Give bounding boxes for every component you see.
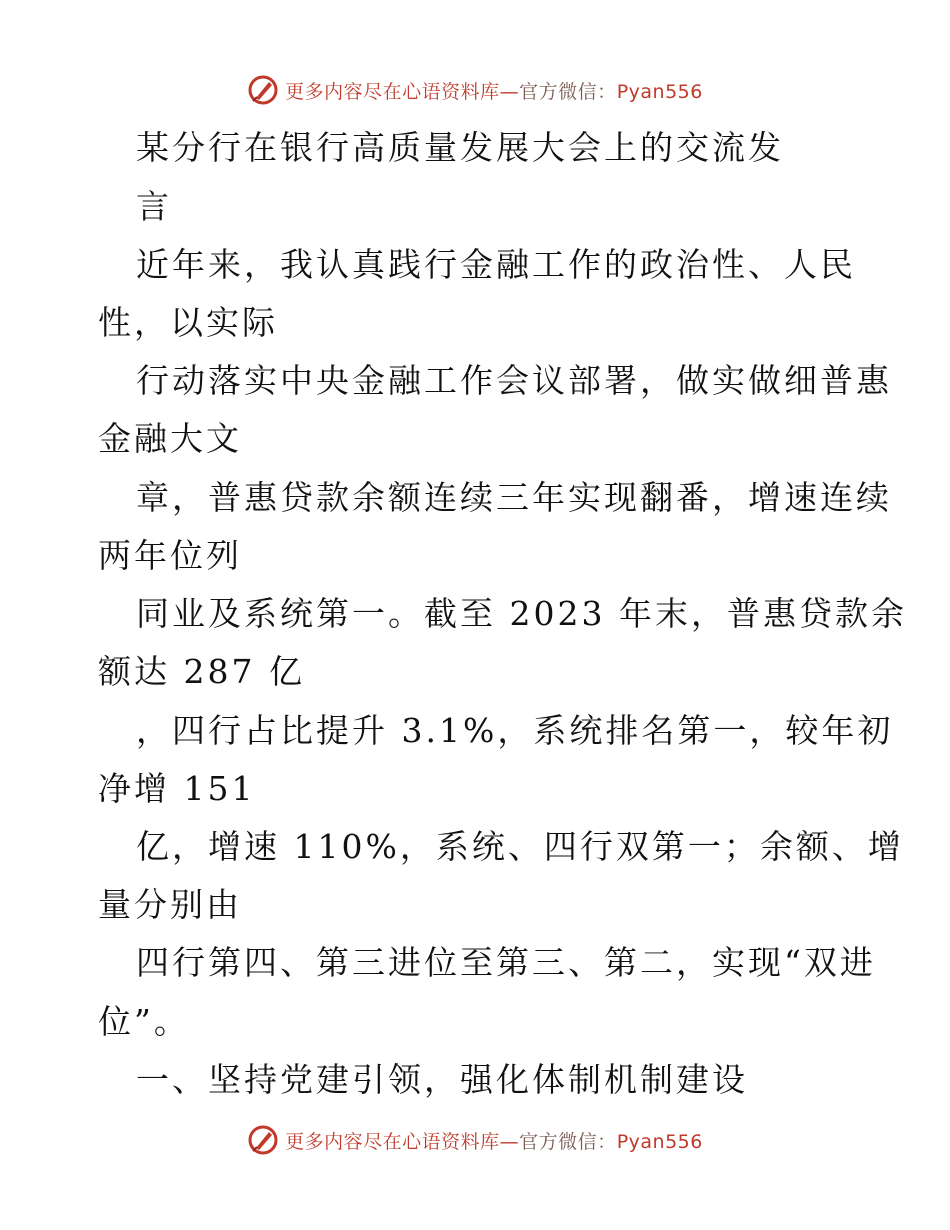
- watermark-id: Pyan556: [616, 1130, 703, 1153]
- header-watermark: [0, 70, 950, 110]
- footer-watermark: [0, 1120, 950, 1160]
- paragraph-line: 行动落实中央金融工作会议部署，做实做细普惠: [136, 361, 892, 400]
- paragraph-line: 位”。: [98, 1002, 190, 1041]
- watermark-main: 更多内容尽在心语资料库: [285, 1130, 500, 1153]
- watermark-official: 官方微信：: [519, 80, 617, 103]
- quill-pen-logo-icon: [247, 1124, 279, 1156]
- paragraph-line: 四行第四、第三进位至第三、第二，实现“双进: [136, 943, 876, 982]
- watermark-dash: —: [499, 80, 520, 103]
- watermark-text: [285, 1127, 703, 1154]
- paragraph-line: 性，以实际: [98, 303, 278, 342]
- paragraph-line: 近年来，我认真践行金融工作的政治性、人民: [136, 245, 856, 284]
- paragraph-line: 同业及系统第一。截至 2023 年末，普惠贷款余: [136, 594, 907, 633]
- paragraph-line: 亿，增速 110%，系统、四行双第一；余额、增: [136, 827, 904, 866]
- section-heading: 一、坚持党建引领，强化体制机制建设: [136, 1060, 748, 1099]
- quill-pen-logo-icon: [247, 74, 279, 106]
- paragraph-line: 额达 287 亿: [98, 652, 305, 691]
- watermark-dash: —: [499, 1130, 520, 1153]
- document-title-line-1: 某分行在银行高质量发展大会上的交流发: [136, 128, 784, 167]
- paragraph-line: 章，普惠贷款余额连续三年实现翻番，增速连续: [136, 478, 892, 517]
- paragraph-line: ，四行占比提升 3.1%，系统排名第一，较年初: [136, 711, 894, 750]
- document-title-line-2: 言: [136, 187, 172, 226]
- watermark-id: Pyan556: [616, 80, 703, 103]
- watermark-text: [285, 77, 703, 104]
- watermark-official: 官方微信：: [519, 1130, 617, 1153]
- paragraph-line: 金融大文: [98, 419, 242, 458]
- paragraph-line: 净增 151: [98, 769, 256, 808]
- paragraph-line: 量分别由: [98, 885, 242, 924]
- watermark-main: 更多内容尽在心语资料库: [285, 80, 500, 103]
- paragraph-line: 两年位列: [98, 536, 242, 575]
